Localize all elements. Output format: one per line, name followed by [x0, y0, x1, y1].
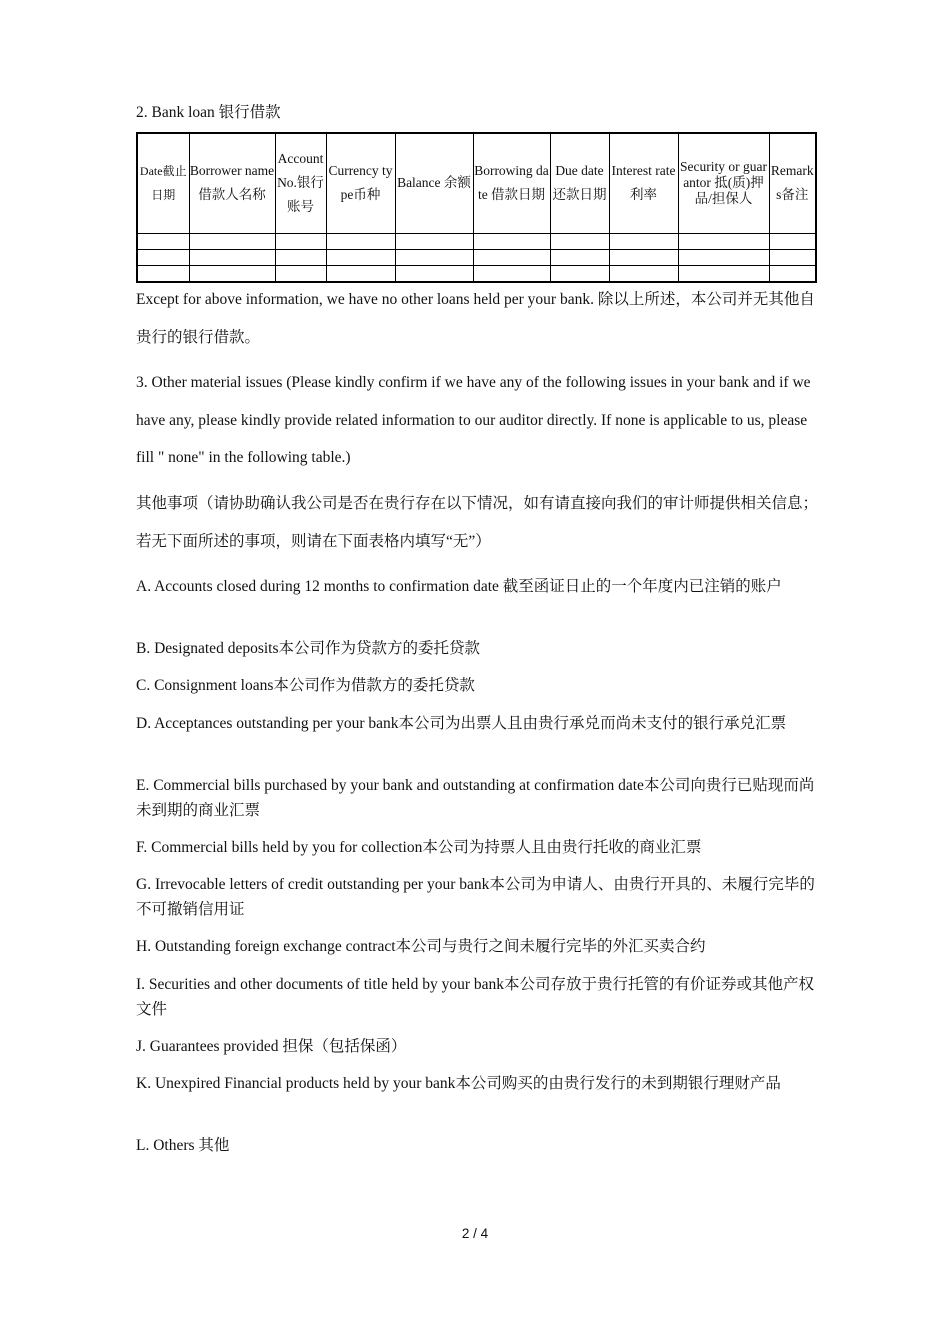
- table-cell[interactable]: [395, 249, 473, 265]
- col-header-date: Date截止日期: [137, 133, 189, 233]
- item-j: J. Guarantees provided 担保（包括保函）: [136, 1038, 407, 1055]
- col-header-borrower: Borrower name借款人名称: [189, 133, 275, 233]
- table-row: [137, 233, 816, 249]
- table-cell[interactable]: [609, 249, 678, 265]
- item-e: E. Commercial bills purchased by your bank and outstanding at confirmation date本公司向贵行已贴现而尚未到期的商业汇票: [136, 777, 815, 819]
- bank-loan-table: [136, 132, 817, 283]
- table-cell[interactable]: [769, 265, 816, 282]
- table-cell[interactable]: [189, 233, 275, 249]
- loan-note: Except for above information, we have no other loans held per your bank. 除以上所述，本公司并无其他自贵行的银行借款。: [136, 291, 815, 346]
- col-header-security: Security or guarantor 抵(质)押品/担保人: [678, 133, 769, 233]
- table-cell[interactable]: [678, 249, 769, 265]
- item-k: K. Unexpired Financial products held by your bank本公司购买的由贵行发行的未到期银行理财产品: [136, 1075, 781, 1092]
- item-a: A. Accounts closed during 12 months to confirmation date 截至函证日止的一个年度内已注销的账户: [136, 578, 782, 595]
- table-row: [137, 249, 816, 265]
- table-cell[interactable]: [326, 249, 395, 265]
- section3-intro-cn: 其他事项（请协助确认我公司是否在贵行存在以下情况，如有请直接向我们的审计师提供相关信息；若无下面所述的事项，则请在下面表格内填写“无”）: [136, 495, 819, 550]
- table-row: [137, 265, 816, 282]
- table-cell[interactable]: [550, 249, 609, 265]
- table-cell[interactable]: [395, 265, 473, 282]
- table-cell[interactable]: [473, 233, 550, 249]
- table-cell[interactable]: [137, 249, 189, 265]
- table-cell[interactable]: [769, 249, 816, 265]
- item-c: C. Consignment loans本公司作为借款方的委托贷款: [136, 677, 475, 694]
- table-cell[interactable]: [189, 265, 275, 282]
- col-header-account-no: Account No.银行账号: [275, 133, 326, 233]
- col-header-borrowing-date: Borrowing date 借款日期: [473, 133, 550, 233]
- table-cell[interactable]: [609, 265, 678, 282]
- table-cell[interactable]: [473, 265, 550, 282]
- table-cell[interactable]: [769, 233, 816, 249]
- table-cell[interactable]: [678, 265, 769, 282]
- table-cell[interactable]: [678, 233, 769, 249]
- table-cell[interactable]: [137, 233, 189, 249]
- table-cell[interactable]: [550, 265, 609, 282]
- section-title-bank-loan: 2. Bank loan 银行借款: [136, 104, 281, 121]
- item-h: H. Outstanding foreign exchange contract本公司与贵行之间未履行完毕的外汇买卖合约: [136, 938, 706, 955]
- table-cell[interactable]: [137, 265, 189, 282]
- table-cell[interactable]: [609, 233, 678, 249]
- col-header-balance: Balance 余额: [395, 133, 473, 233]
- col-header-interest-rate: Interest rate利率: [609, 133, 678, 233]
- item-f: F. Commercial bills held by you for collection本公司为持票人且由贵行托收的商业汇票: [136, 839, 702, 856]
- table-cell[interactable]: [550, 233, 609, 249]
- item-b: B. Designated deposits本公司作为贷款方的委托贷款: [136, 640, 480, 657]
- table-cell[interactable]: [275, 249, 326, 265]
- page-number: 2 / 4: [461, 1226, 489, 1241]
- table-cell[interactable]: [275, 233, 326, 249]
- col-header-due-date: Due date还款日期: [550, 133, 609, 233]
- table-cell[interactable]: [395, 233, 473, 249]
- table-header-row: [137, 133, 816, 233]
- table-cell[interactable]: [275, 265, 326, 282]
- table-cell[interactable]: [326, 233, 395, 249]
- section3-intro-en: 3. Other material issues (Please kindly confirm if we have any of the following issues in your bank and if we have any, please kindly provide related information to our auditor directly. If none is applicable to us, please fill " none" in the following table.): [136, 374, 811, 466]
- item-i: I. Securities and other documents of title held by your bank本公司存放于贵行托管的有价证券或其他产权文件: [136, 976, 815, 1018]
- item-l: L. Others 其他: [136, 1137, 230, 1154]
- item-g: G. Irrevocable letters of credit outstanding per your bank本公司为申请人、由贵行开具的、未履行完毕的不可撤销信用证: [136, 876, 815, 918]
- table-cell[interactable]: [189, 249, 275, 265]
- item-d: D. Acceptances outstanding per your bank本公司为出票人且由贵行承兑而尚未支付的银行承兑汇票: [136, 715, 787, 732]
- col-header-currency: Currency type币种: [326, 133, 395, 233]
- col-header-remarks: Remarks备注: [769, 133, 816, 233]
- table-cell[interactable]: [473, 249, 550, 265]
- table-cell[interactable]: [326, 265, 395, 282]
